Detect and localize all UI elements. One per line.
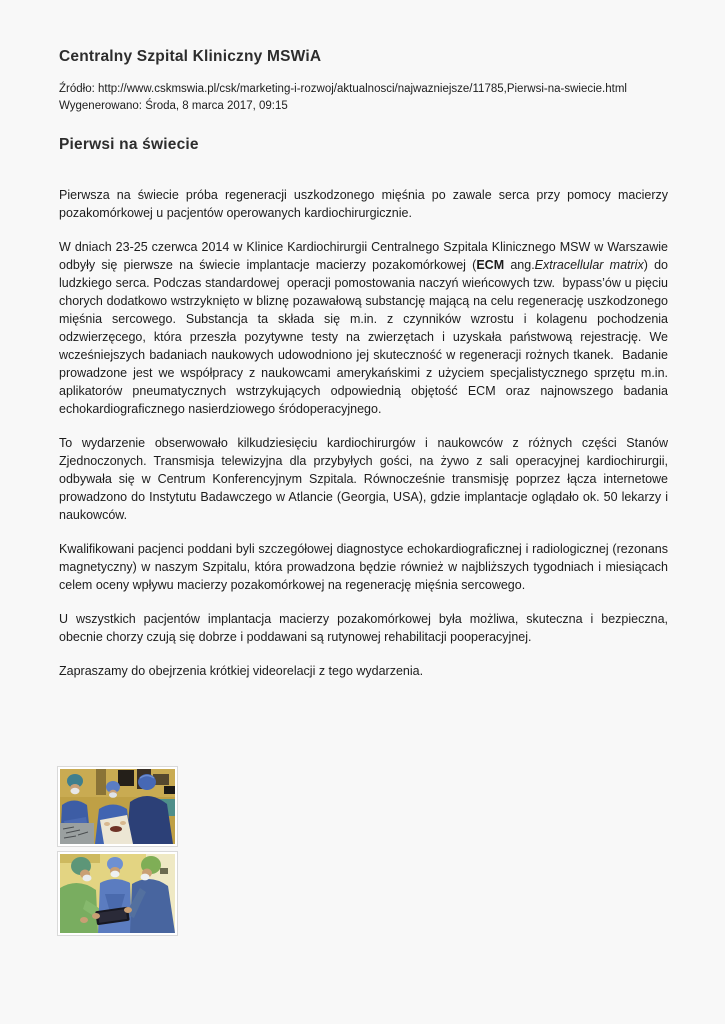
generated-line: Wygenerowano: Środa, 8 marca 2017, 09:15 — [59, 100, 288, 112]
article-paragraph-5: U wszystkich pacjentów implantacja macierzy pozakomórkowej była możliwa, skuteczna i bezpieczna, obecnie chorzy czują się dobrze i poddawani są rutynowej rehabilitacji pooperacyjnej. — [59, 612, 668, 644]
ecm-bold-term: ECM — [476, 258, 505, 272]
page-title: Centralny Szpital Kliniczny MSWiA — [59, 48, 322, 65]
article-paragraph-4: Kwalifikowani pacjenci poddani byli szczegółowej diagnostyce echokardiograficznej i radiologicznej (rezonans magnetyczny) w naszym Szpitalu, która prowadzona będzie również w najbliższych tygodniach i miesiącach celem oceny wpływu macierzy pozakomórkowej na regenerację mięśnia sercowego. — [59, 542, 668, 592]
paragraph-2-mid: ang. — [504, 258, 535, 272]
article-lead-paragraph: Pierwsza na świecie próba regeneracji uszkodzonego mięśnia po zawale serca przy pomocy macierzy pozakomórkowej u pacjentów operowanych kardiochirurgicznie. — [59, 188, 668, 220]
operating-room-photo-illustration — [60, 769, 175, 844]
paragraph-2-rest: ) do ludzkiego serca. Podczas standardowej operacji pomostowania naczyń wieńcowych tzw. bypass’ów u pięciu chorych dodatkowo wstrzyknięto w bliznę pozawałową substancję mającą na celu regenerację uszkodzonego mięśnia sercowego. Substancja ta składa się m.in. z czynników wzrostu i kolagenu pochodzenia odzwierzęcego, która przeszła pozytywne testy na zwierzętach i uzyskała państwową rejestrację. We wcześniejszych badaniach naukowych udowodniono jej skuteczność w regeneracji rożnych tkanek. Badanie prowadzone jest we współpracy z naukowcami amerykańskimi z użyciem specjalistycznego sprzętu m.in. aplikatorów pneumatycznych wstrzykujących odpowiednią objętość ECM oraz najnowszego badania echokardiograficznego nasierdziowego śródoperacyjnego. — [59, 258, 668, 416]
article-paragraph-3: To wydarzenie obserwowało kilkudziesięciu kardiochirurgów i naukowców z różnych części Stanów Zjednoczonych. Transmisja telewizyjna dla przybyłych gości, na żywo z sali operacyjnej kardiochirurgii, odbywała się w Centrum Konferencyjnym Szpitala. Równocześnie transmisję poprzez łącza internetowe prowadzono do Instytutu Badawczego w Atlancie (Georgia, USA), gdzie implantacje oglądało ok. 50 lekarzy i naukowców. — [59, 436, 668, 522]
operating-room-photo — [57, 766, 178, 847]
article-photos — [57, 766, 178, 940]
paragraph-2-text: W dniach 23-25 czerwca 2014 w Klinice Kardiochirurgii Centralnego Szpitala Klinicznego MSW w Warszawie odbyły się pierwsze na świecie implantacje macierzy pozakomórkowej ( — [59, 240, 668, 272]
document-meta — [59, 81, 668, 115]
source-line: Źródło: http://www.cskmswia.pl/csk/marketing-i-rozwoj/aktualnosci/najwazniejsze/11785,Pierwsi-na-swiecie.html — [59, 83, 627, 95]
article-paragraph-2 — [59, 238, 668, 418]
extracellular-matrix-italic-term: Extracellular matrix — [534, 258, 644, 272]
surgeons-with-tablet-photo — [57, 851, 178, 936]
surgeons-with-tablet-photo-illustration — [60, 854, 175, 933]
article-paragraph-6: Zapraszamy do obejrzenia krótkiej videorelacji z tego wydarzenia. — [59, 664, 424, 678]
article-title: Pierwsi na świecie — [59, 136, 199, 153]
